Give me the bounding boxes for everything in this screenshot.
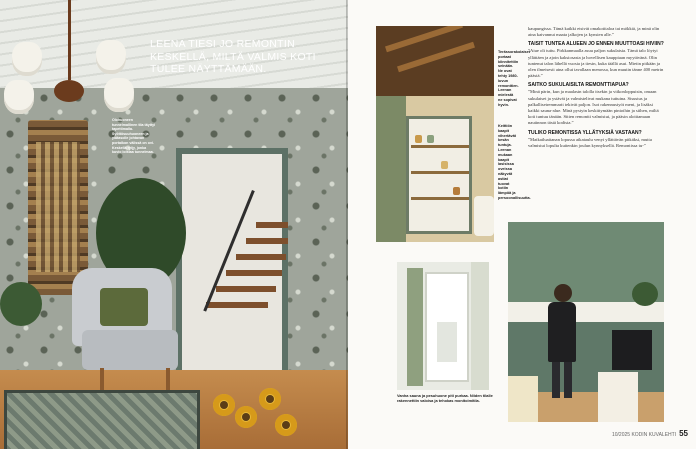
article-headline: LEENA TIESI JO REMONTIN KESKELLÄ, MILTÄ VALMIS KOTI TULEE NÄYTTÄMÄÄN. bbox=[150, 38, 316, 75]
person-head bbox=[554, 284, 572, 302]
page-footer bbox=[612, 429, 688, 438]
cabinet-shelf bbox=[411, 197, 469, 200]
kitchen-photo bbox=[508, 222, 664, 422]
jar bbox=[427, 135, 434, 143]
sunflower bbox=[259, 388, 281, 410]
living-room-caption: Olohuoneen tunnelmallinen tila täyttyi tapettimalla. Syöttösuuhuoneen ja ylätasolle johtavan portaikon välissä on ovi. Keskellä ryijy, jonka kuvio loistaa tunnelmaa. bbox=[112, 118, 156, 155]
section-heading: TULIKO REMONTISSA YLLÄTYKSIÄ VASTAAN? bbox=[528, 129, 642, 136]
section-body: ”Matkailuaitanan lopussa aikataulu venyi yllättävän pitkäksi, mutta valmistui lopulta kuitenkin joulun kynnyksellä. Remontissa tu-” bbox=[528, 136, 652, 148]
door-frame bbox=[471, 262, 489, 390]
chandelier-rod bbox=[68, 0, 71, 80]
section-body: ”Aiue oli tuttu. Pirkkanmaalla asuu paljon sukulaisia. Tämä talo löytyi yllättäen ja ajoin kaksiosasta ja hovellisen kauppiaan myytävänä. Olin tuntenut talon lähellä vuosia ja tiesin, kuka täällä asui. Mietin pitkään ja olen ilmeisesti aina ollut tavallaan menossa, kun muutin tänne 400 metrin päästä.” bbox=[528, 48, 664, 79]
sunflower bbox=[275, 414, 297, 436]
stairs-caption: Terässorakolaiset portaat kiinnitettiin seinään. Ne ovat tehty 1980-luvun remonttien. Leenan mielestä ne sopivat hyvin. bbox=[498, 50, 531, 107]
section-heading: TAISIT TUNTEA ALUEEN JO ENNEN MUUTTOASI HIVIIN? bbox=[528, 41, 664, 48]
article-column bbox=[528, 26, 664, 151]
stair-step bbox=[236, 254, 286, 260]
jar bbox=[441, 161, 448, 169]
green-cushion bbox=[100, 288, 148, 326]
stair-step bbox=[206, 302, 268, 308]
kitchen-cabinet-photo bbox=[376, 26, 494, 242]
lamp-shade bbox=[96, 40, 126, 74]
sunflower bbox=[213, 394, 235, 416]
staircase-doorway bbox=[176, 148, 288, 373]
wooden-stool bbox=[508, 376, 538, 422]
jar bbox=[415, 135, 422, 143]
chandelier bbox=[54, 80, 84, 102]
right-page bbox=[348, 0, 696, 449]
person bbox=[548, 302, 576, 362]
white-chair bbox=[474, 196, 494, 236]
armchair-leg bbox=[100, 368, 104, 390]
potted-plant bbox=[632, 282, 658, 306]
article-intro: kaupungissa. Tämä kaikki etsivät omakotitaloa tai mökkiä, ja minä olin aina kaivannut maata jalkojen ja kynsien alle.” bbox=[528, 26, 660, 38]
stair-step bbox=[246, 238, 288, 244]
kitchen-chair bbox=[598, 372, 638, 422]
armchair-seat bbox=[82, 330, 178, 370]
washroom-caption: Vanha sauna ja pesuhuone piti purkaa. Niiden tilalle rakennettiin valoisa ja tehokas monitoimitila. bbox=[397, 393, 493, 403]
person-leg bbox=[552, 362, 560, 398]
stair-step bbox=[216, 286, 276, 292]
lamp-shade bbox=[4, 80, 34, 114]
patterned-rug bbox=[4, 390, 200, 449]
armchair-leg bbox=[166, 368, 170, 390]
lamp-shade bbox=[104, 78, 134, 112]
cabinet-shelf bbox=[411, 171, 469, 174]
sunflower-bouquet bbox=[205, 388, 305, 449]
rya-rug-wall-hanging bbox=[28, 120, 88, 295]
rya-rug-pattern bbox=[36, 142, 80, 272]
black-stove bbox=[612, 330, 652, 370]
lamp-shade bbox=[12, 42, 42, 76]
glass-cabinet bbox=[406, 116, 472, 234]
sunflower bbox=[235, 406, 257, 428]
wallpaper-panel bbox=[407, 268, 423, 386]
page-number: 55 bbox=[679, 429, 688, 438]
jar bbox=[453, 187, 460, 195]
section-heading: SAITKO SUKULAISILTA REMONTTIAPUA? bbox=[528, 82, 629, 89]
section-body: ”Minä pärin, kun ja maalasin talolla itsekin ja viikonloppuisin, omaan sukulaiset ja ystävät ja valmistelivat mukana tuttuina. Sisustus ja palkallisetremmarit tekivät paljon. Isot rakennustyöt meni, ja lisäksi kaikki sauna-alue. Minä pystyin keskittymään pintoihin ja siihen, miltä koti tuntuu tänään. Sitten remontti valmistui, ja pääsin aloittamaan nautinnon tästä kodista.” bbox=[528, 89, 659, 126]
issue-info: 10/2025 KODIN KUVALEHTI bbox=[611, 432, 677, 438]
washroom-photo bbox=[397, 262, 489, 390]
potted-plant bbox=[0, 282, 42, 326]
washroom-interior bbox=[437, 322, 457, 362]
person-leg bbox=[564, 362, 572, 398]
green-wall bbox=[376, 96, 406, 242]
stair-step bbox=[226, 270, 282, 276]
cabinet-caption: Keittiön kaapit vihertävät kesän tuntuja. Leenan mukaan kaapit lasisissa oveissa näkyvät astiat tuovat kotiin lämpöä ja persoonallisuutta. bbox=[498, 124, 531, 200]
stair-step bbox=[256, 222, 288, 228]
cabinet-shelf bbox=[411, 145, 469, 148]
